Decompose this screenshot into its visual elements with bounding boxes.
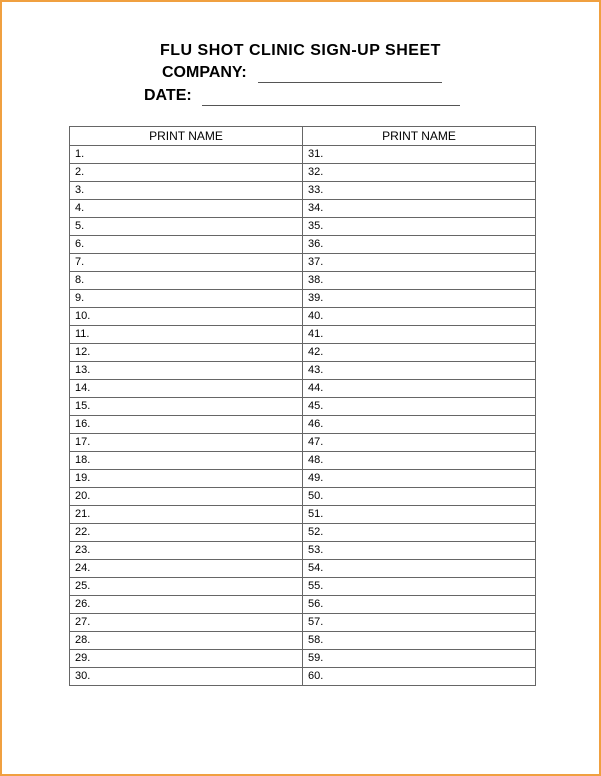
name-cell-right[interactable]: 57. [303,614,536,632]
name-cell-left[interactable]: 27. [70,614,303,632]
name-cell-right[interactable]: 39. [303,290,536,308]
name-cell-right[interactable]: 43. [303,362,536,380]
name-cell-right[interactable]: 55. [303,578,536,596]
table-row [70,434,536,452]
name-cell-left[interactable]: 11. [70,326,303,344]
column-header-left: PRINT NAME [70,127,303,146]
name-cell-right[interactable]: 54. [303,560,536,578]
name-cell-right[interactable]: 31. [303,146,536,164]
name-cell-right[interactable]: 59. [303,650,536,668]
name-cell-right[interactable]: 42. [303,344,536,362]
name-cell-left[interactable]: 14. [70,380,303,398]
name-cell-left[interactable]: 19. [70,470,303,488]
name-cell-left[interactable]: 12. [70,344,303,362]
table-row [70,452,536,470]
table-row [70,488,536,506]
table-row [70,524,536,542]
name-cell-right[interactable]: 41. [303,326,536,344]
company-label: COMPANY: [162,64,247,81]
name-cell-right[interactable]: 49. [303,470,536,488]
page-title: FLU SHOT CLINIC SIGN-UP SHEET [160,42,441,59]
name-cell-left[interactable]: 3. [70,182,303,200]
table-row [70,650,536,668]
name-cell-right[interactable]: 51. [303,506,536,524]
name-cell-left[interactable]: 9. [70,290,303,308]
name-cell-right[interactable]: 60. [303,668,536,686]
name-cell-right[interactable]: 37. [303,254,536,272]
name-cell-left[interactable]: 30. [70,668,303,686]
name-cell-right[interactable]: 53. [303,542,536,560]
name-cell-right[interactable]: 58. [303,632,536,650]
name-cell-left[interactable]: 5. [70,218,303,236]
table-row [70,560,536,578]
name-cell-left[interactable]: 20. [70,488,303,506]
name-cell-right[interactable]: 45. [303,398,536,416]
name-cell-left[interactable]: 29. [70,650,303,668]
table-row [70,254,536,272]
table-row [70,326,536,344]
table-row [70,416,536,434]
name-cell-left[interactable]: 23. [70,542,303,560]
table-row [70,290,536,308]
name-cell-left[interactable]: 1. [70,146,303,164]
name-cell-right[interactable]: 47. [303,434,536,452]
name-cell-right[interactable]: 52. [303,524,536,542]
name-cell-left[interactable]: 25. [70,578,303,596]
table-row [70,146,536,164]
date-label: DATE: [144,87,192,104]
name-cell-right[interactable]: 48. [303,452,536,470]
name-cell-left[interactable]: 4. [70,200,303,218]
name-cell-left[interactable]: 6. [70,236,303,254]
name-cell-right[interactable]: 40. [303,308,536,326]
table-row [70,578,536,596]
name-cell-left[interactable]: 24. [70,560,303,578]
name-cell-left[interactable]: 8. [70,272,303,290]
name-cell-right[interactable]: 33. [303,182,536,200]
table-row [70,218,536,236]
column-header-right: PRINT NAME [303,127,536,146]
table-row [70,632,536,650]
name-cell-right[interactable]: 36. [303,236,536,254]
table-row [70,200,536,218]
table-row [70,236,536,254]
name-cell-left[interactable]: 28. [70,632,303,650]
table-row [70,380,536,398]
table-row [70,272,536,290]
name-cell-left[interactable]: 21. [70,506,303,524]
table-row [70,542,536,560]
table-row [70,362,536,380]
name-cell-left[interactable]: 7. [70,254,303,272]
name-cell-left[interactable]: 16. [70,416,303,434]
table-row [70,470,536,488]
name-cell-right[interactable]: 35. [303,218,536,236]
name-cell-left[interactable]: 13. [70,362,303,380]
table-row [70,308,536,326]
table-row [70,596,536,614]
table-row [70,506,536,524]
name-cell-left[interactable]: 10. [70,308,303,326]
name-cell-right[interactable]: 34. [303,200,536,218]
name-cell-right[interactable]: 56. [303,596,536,614]
table-row [70,182,536,200]
name-cell-right[interactable]: 50. [303,488,536,506]
date-blank-line[interactable] [202,105,460,106]
name-cell-left[interactable]: 15. [70,398,303,416]
name-cell-left[interactable]: 2. [70,164,303,182]
name-cell-left[interactable]: 26. [70,596,303,614]
name-cell-right[interactable]: 46. [303,416,536,434]
name-cell-left[interactable]: 17. [70,434,303,452]
table-row [70,398,536,416]
name-cell-left[interactable]: 18. [70,452,303,470]
table-row [70,164,536,182]
name-cell-left[interactable]: 22. [70,524,303,542]
name-cell-right[interactable]: 44. [303,380,536,398]
table-header-row [70,127,536,146]
name-cell-right[interactable]: 32. [303,164,536,182]
company-blank-line[interactable] [258,82,442,83]
table-row [70,668,536,686]
table-row [70,344,536,362]
sign-up-table [69,126,536,686]
table-row [70,614,536,632]
name-cell-right[interactable]: 38. [303,272,536,290]
